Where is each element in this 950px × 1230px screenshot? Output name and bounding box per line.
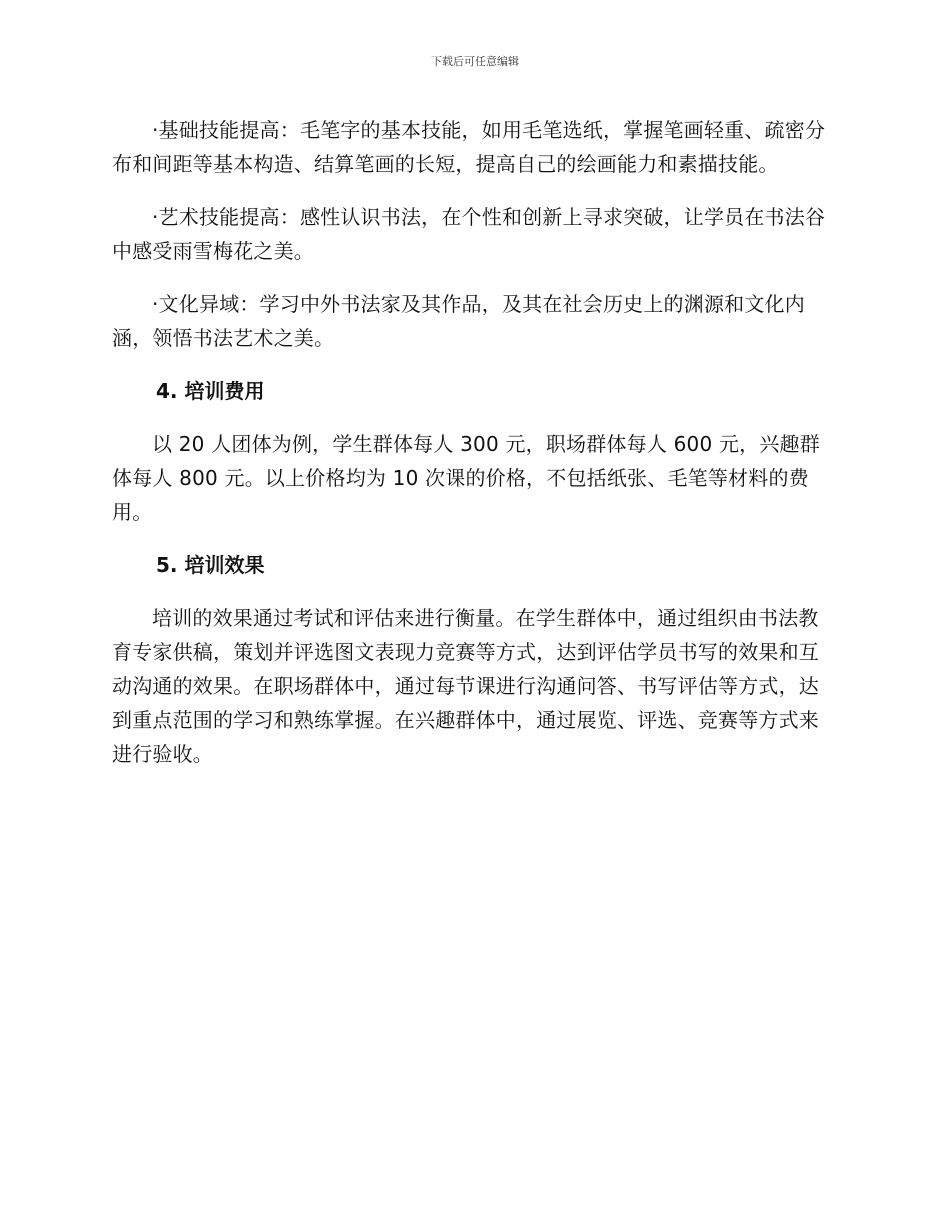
paragraph-gap xyxy=(112,268,832,287)
section-title-training-effect: 5. 培训效果 xyxy=(156,553,265,577)
bullet-art-skills: ·艺术技能提高：感性认识书法，在个性和创新上寻求突破，让学员在书法谷中感受雨雪梅花之美。 xyxy=(112,205,826,263)
bullet-basic-skills: ·基础技能提高：毛笔字的基本技能，如用毛笔选纸，掌握笔画轻重、疏密分布和间距等基本构造、结算笔画的长短，提高自己的绘画能力和素描技能。 xyxy=(112,118,826,176)
paragraph-gap xyxy=(112,355,832,374)
paragraph-gap xyxy=(112,181,832,200)
bullet-culture: ·文化异域：学习中外书法家及其作品，及其在社会历史上的渊源和文化内涵，领悟书法艺术之美。 xyxy=(112,292,805,350)
training-fees-text: 以 20 人团体为例，学生群体每人 300 元，职场群体每人 600 元，兴趣群体每人 800 元。以上价格均为 10 次课的价格，不包括纸张、毛笔等材料的费用。 xyxy=(112,432,820,524)
page-header: 下载后可任意编辑 xyxy=(431,55,519,68)
paragraph-gap xyxy=(112,529,832,548)
paragraph-gap xyxy=(112,408,832,427)
paragraph-gap xyxy=(112,582,832,601)
training-effect-text: 培训的效果通过考试和评估来进行衡量。在学生群体中，通过组织由书法教育专家供稿，策划并评选图文表现力竞赛等方式，达到评估学员书写的效果和互动沟通的效果。在职场群体中，通过每节课进行沟通问答、书写评估等方式，达到重点范围的学习和熟练掌握。在兴趣群体中，通过展览、评选、竞赛等方式来进行验收。 xyxy=(112,606,819,766)
section-title-training-fees: 4. 培训费用 xyxy=(156,379,265,403)
document-content xyxy=(112,113,832,771)
